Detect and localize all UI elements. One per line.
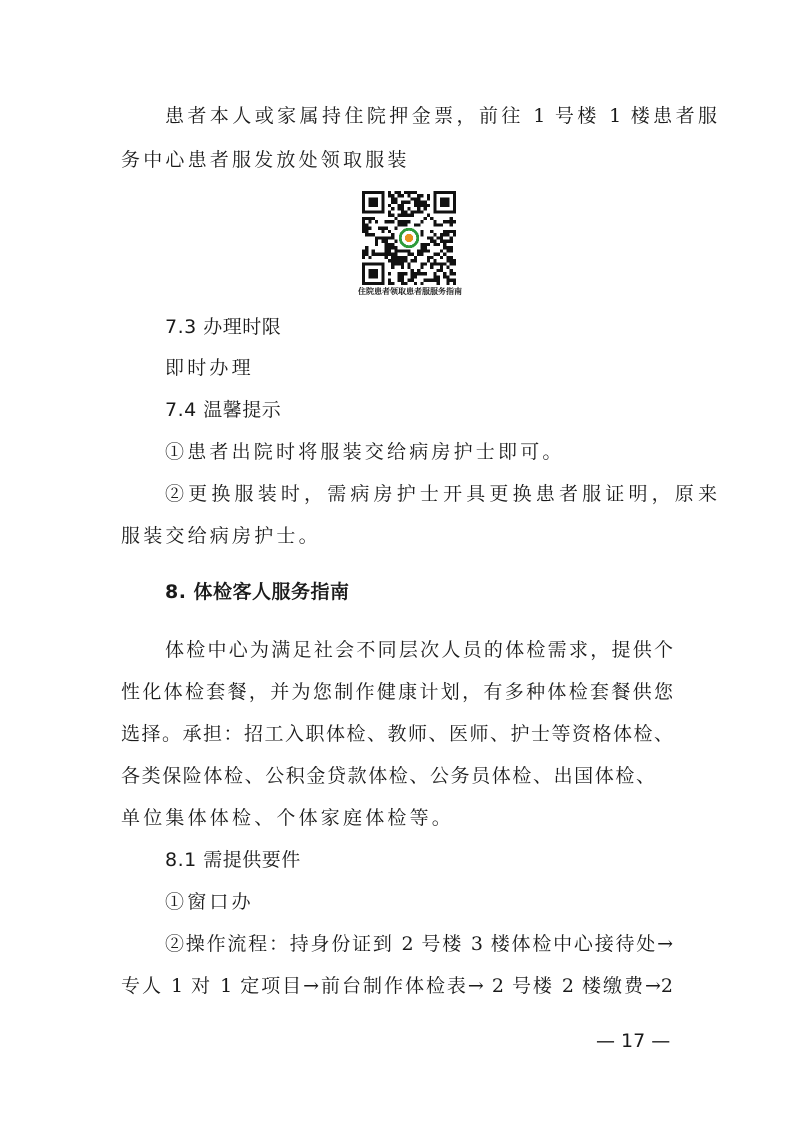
paragraph-line: 性化体检套餐，并为您制作健康计划，有多种体检套餐供您 xyxy=(121,681,673,703)
tip-item-continued: 服装交给病房护士。 xyxy=(121,525,321,547)
paragraph-line: 选择。承担：招工入职体检、教师、医师、护士等资格体检、 xyxy=(121,723,673,745)
tip-item: ②更换服装时，需病房护士开具更换患者服证明，原来 xyxy=(165,483,717,505)
paragraph-line: 各类保险体检、公积金贷款体检、公务员体检、出国体检、 xyxy=(121,765,655,787)
section-heading-8: 8. 体检客人服务指南 xyxy=(165,581,350,603)
page-number: — 17 — xyxy=(596,1030,671,1052)
list-item: ①窗口办 xyxy=(165,891,254,913)
paragraph-line: ②操作流程：持身份证到 2 号楼 3 楼体检中心接待处→ xyxy=(165,933,673,955)
paragraph-line: 即时办理 xyxy=(165,357,254,379)
section-heading-7-4: 7.4 温馨提示 xyxy=(165,399,282,421)
paragraph-line: 体检中心为满足社会不同层次人员的体检需求，提供个 xyxy=(165,639,673,661)
section-heading-7-3: 7.3 办理时限 xyxy=(165,316,282,338)
qr-code[interactable] xyxy=(362,191,456,285)
qr-caption: 住院患者领取患者服服务指南 xyxy=(358,287,462,296)
paragraph-line: 务中心患者服发放处领取服装 xyxy=(121,149,410,171)
section-heading-8-1: 8.1 需提供要件 xyxy=(165,849,301,871)
paragraph-line: 单位集体体检、个体家庭体检等。 xyxy=(121,807,455,829)
paragraph-line: 专人 1 对 1 定项目→前台制作体检表→ 2 号楼 2 楼缴费→2 xyxy=(121,975,673,997)
paragraph-line: 患者本人或家属持住院押金票，前往 1 号楼 1 楼患者服 xyxy=(165,105,717,127)
tip-item: ①患者出院时将服装交给病房护士即可。 xyxy=(165,441,565,463)
